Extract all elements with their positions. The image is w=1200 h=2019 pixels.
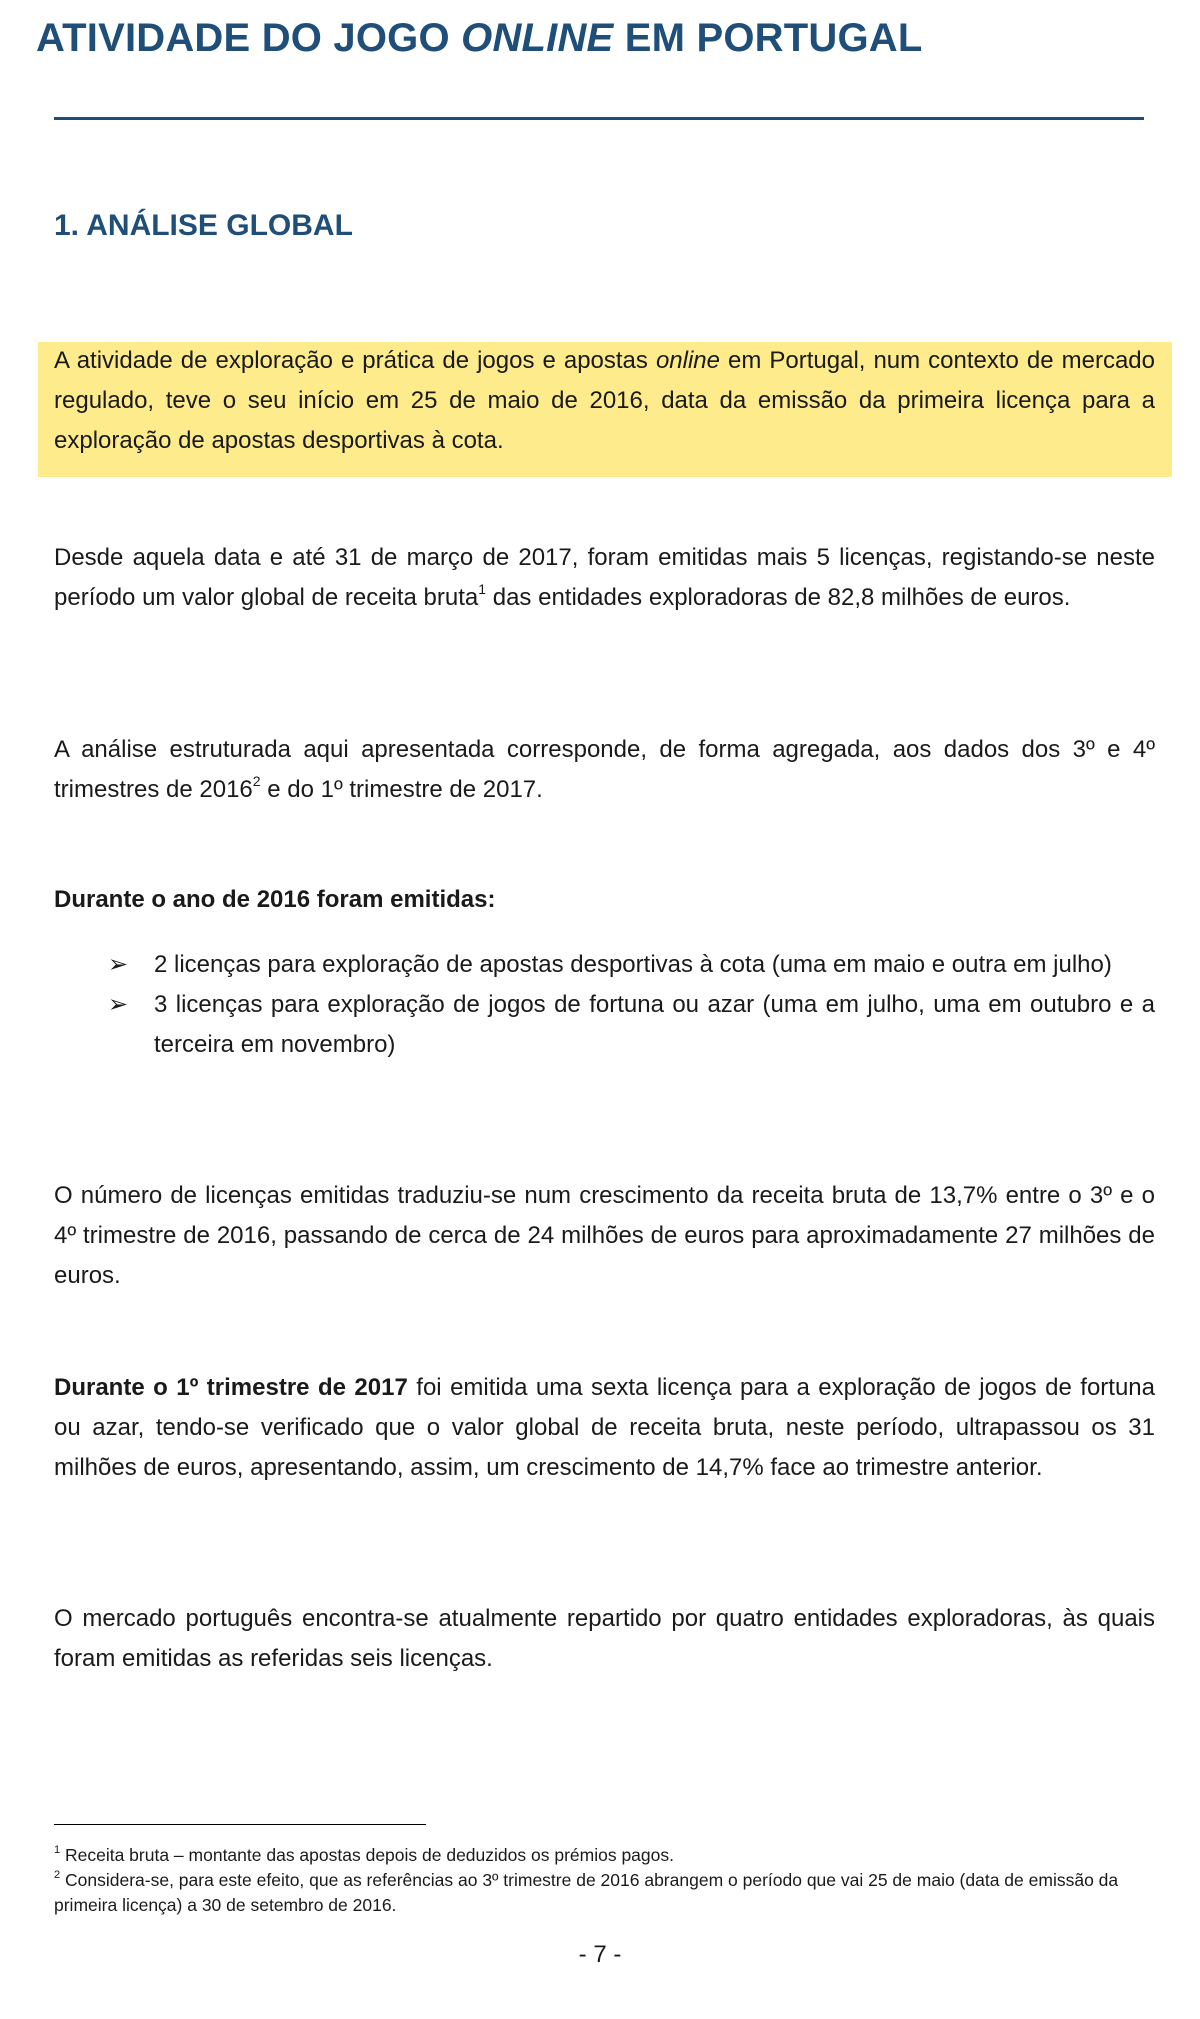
title-italic: ONLINE	[461, 16, 614, 60]
year-2016-heading: Durante o ano de 2016 foram emitidas:	[54, 886, 496, 913]
footnote-1: $^1$ Receita bruta – montante das apostas depois de deduzidos os prémios pagos.	[54, 1844, 674, 1865]
crescimento-paragraph: O número de licenças emitidas traduziu-se num crescimento da receita bruta de 13,7% entre o 3º e o 4º trimestre de 2016, passando de cerca de 24 milhões de euros para aproximadamente 27 milhões de euros.	[54, 1182, 1155, 1289]
footnote-ref-1: 1	[478, 581, 487, 597]
page-title	[36, 16, 923, 61]
section-heading: 1. ANÁLISE GLOBAL	[54, 209, 353, 242]
highlight-paragraph: A atividade de exploração e prática de jogos e apostas online em Portugal, num contexto de mercado regulado, teve o seu início em 25 de maio de 2016, data da emissão da primeira licença para a exploração de apostas desportivas à cota.	[54, 347, 1156, 454]
list-item: ➢ 2 licenças para exploração de apostas desportivas à cota (uma em maio e outra em julho)	[54, 945, 1155, 985]
analise-paragraph: A análise estruturada aqui apresentada corresponde, de forma agregada, aos dados dos 3º e 4º trimestres de 2016$^2$ e do 1º trimestre de 2017.	[54, 736, 1155, 803]
trimestre-2017-paragraph: Durante o 1º trimestre de 2017 foi emitida uma sexta licença para a exploração de jogos de fortuna ou azar, tendo-se verificado que o valor global de receita bruta, neste período, ultrapassou os 31 milhões de euros, apresentando, assim, um crescimento de 14,7% face ao trimestre anterior.	[54, 1374, 1156, 1481]
list-item: ➢ 3 licenças para exploração de jogos de fortuna ou azar (uma em julho, uma em outubro e a terceira em novembro)	[54, 985, 1155, 1065]
mercado-paragraph: O mercado português encontra-se atualmente repartido por quatro entidades exploradoras, às quais foram emitidas as referidas seis licenças.	[54, 1605, 1155, 1672]
arrowhead-bullet-icon: ➢	[108, 951, 129, 978]
title-part-1: ATIVIDADE DO JOGO	[36, 16, 462, 60]
footnote-2: $^2$ Considera-se, para este efeito, que as referências ao 3º trimestre de 2016 abrangem o período que vai 25 de maio (data de emissão da primeira licença) a 30 de setembro de 2016.	[54, 1869, 1119, 1915]
footnote-separator	[54, 1824, 426, 1825]
licencas-2016-list	[54, 945, 1155, 1065]
title-part-2: EM PORTUGAL	[613, 16, 923, 60]
page-number: - 7 -	[578, 1941, 622, 1968]
arrowhead-bullet-icon: ➢	[108, 991, 129, 1018]
licencas-paragraph: Desde aquela data e até 31 de março de 2017, foram emitidas mais 5 licenças, registando-se neste período um valor global de receita bruta$^1$ das entidades exploradoras de 82,8 milhões de euros.	[54, 544, 1155, 611]
footnote-ref-2: 2	[252, 773, 261, 789]
title-underline	[54, 117, 1144, 120]
